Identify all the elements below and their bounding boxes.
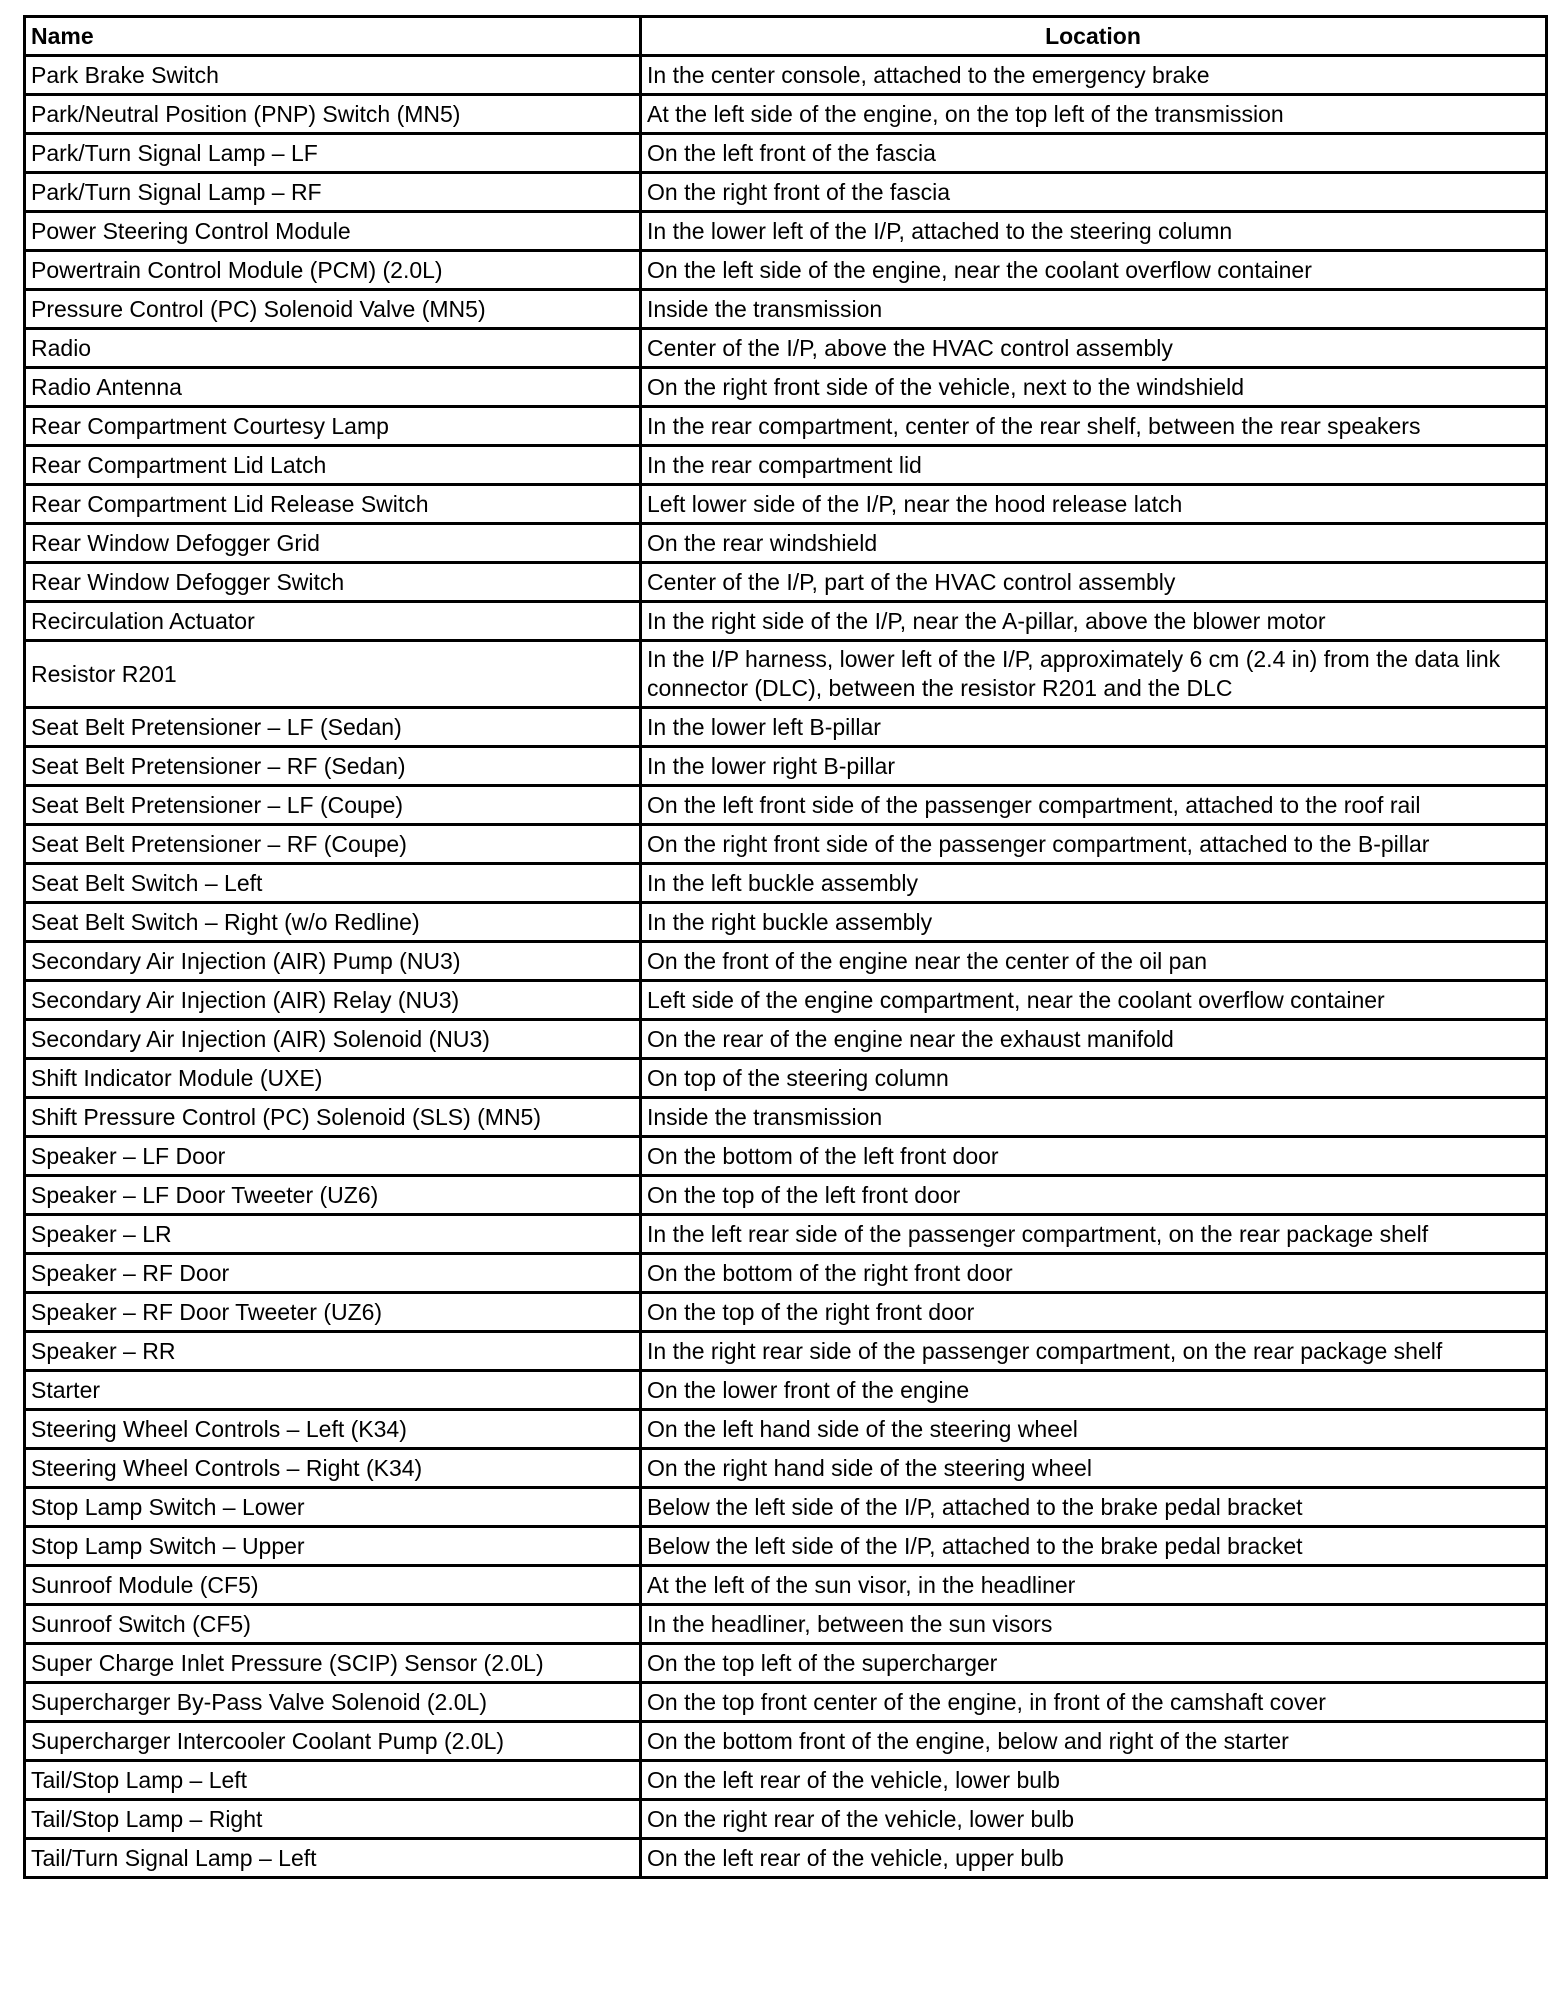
table-row: [25, 1566, 1547, 1605]
table-row: [25, 708, 1547, 747]
cell-component-location: Inside the transmission: [641, 1098, 1547, 1137]
table-row: [25, 981, 1547, 1020]
cell-component-location: In the lower right B-pillar: [641, 747, 1547, 786]
cell-component-name: Steering Wheel Controls – Right (K34): [25, 1449, 641, 1488]
cell-component-name: Radio Antenna: [25, 368, 641, 407]
component-location-table-wrapper: [23, 15, 1545, 1879]
cell-component-name: Park/Turn Signal Lamp – RF: [25, 173, 641, 212]
cell-component-location: On the top of the left front door: [641, 1176, 1547, 1215]
table-row: [25, 485, 1547, 524]
cell-component-location: On the right front of the fascia: [641, 173, 1547, 212]
table-row: [25, 212, 1547, 251]
cell-component-name: Secondary Air Injection (AIR) Solenoid (NU3): [25, 1020, 641, 1059]
table-row: [25, 1488, 1547, 1527]
cell-component-name: Stop Lamp Switch – Upper: [25, 1527, 641, 1566]
cell-component-name: Stop Lamp Switch – Lower: [25, 1488, 641, 1527]
table-row: [25, 1215, 1547, 1254]
cell-component-location: On the top of the right front door: [641, 1293, 1547, 1332]
table-row: [25, 1722, 1547, 1761]
cell-component-name: Rear Compartment Courtesy Lamp: [25, 407, 641, 446]
table-row: [25, 95, 1547, 134]
column-header-location: Location: [641, 17, 1547, 56]
cell-component-location: On the right hand side of the steering wheel: [641, 1449, 1547, 1488]
table-row: [25, 864, 1547, 903]
cell-component-location: On the rear of the engine near the exhaust manifold: [641, 1020, 1547, 1059]
cell-component-name: Radio: [25, 329, 641, 368]
table-row: [25, 563, 1547, 602]
table-row: [25, 1293, 1547, 1332]
cell-component-name: Starter: [25, 1371, 641, 1410]
cell-component-name: Power Steering Control Module: [25, 212, 641, 251]
cell-component-name: Rear Window Defogger Switch: [25, 563, 641, 602]
cell-component-location: In the right buckle assembly: [641, 903, 1547, 942]
table-header-row: [25, 17, 1547, 56]
table-row: [25, 747, 1547, 786]
table-row: [25, 446, 1547, 485]
cell-component-name: Park/Turn Signal Lamp – LF: [25, 134, 641, 173]
cell-component-location: On the bottom front of the engine, below and right of the starter: [641, 1722, 1547, 1761]
cell-component-name: Pressure Control (PC) Solenoid Valve (MN5): [25, 290, 641, 329]
cell-component-location: In the rear compartment, center of the rear shelf, between the rear speakers: [641, 407, 1547, 446]
cell-component-location: In the lower left of the I/P, attached to the steering column: [641, 212, 1547, 251]
table-row: [25, 903, 1547, 942]
cell-component-location: In the right side of the I/P, near the A-pillar, above the blower motor: [641, 602, 1547, 641]
cell-component-location: On the top front center of the engine, in front of the camshaft cover: [641, 1683, 1547, 1722]
cell-component-name: Secondary Air Injection (AIR) Pump (NU3): [25, 942, 641, 981]
cell-component-location: On the rear windshield: [641, 524, 1547, 563]
table-row: [25, 1761, 1547, 1800]
cell-component-location: Left side of the engine compartment, near the coolant overflow container: [641, 981, 1547, 1020]
cell-component-name: Seat Belt Pretensioner – RF (Sedan): [25, 747, 641, 786]
table-row: [25, 1098, 1547, 1137]
cell-component-location: On the lower front of the engine: [641, 1371, 1547, 1410]
table-row: [25, 1137, 1547, 1176]
cell-component-location: At the left side of the engine, on the top left of the transmission: [641, 95, 1547, 134]
cell-component-location: Below the left side of the I/P, attached to the brake pedal bracket: [641, 1488, 1547, 1527]
cell-component-location: In the rear compartment lid: [641, 446, 1547, 485]
table-row: [25, 1800, 1547, 1839]
table-row: [25, 1176, 1547, 1215]
table-row: [25, 786, 1547, 825]
table-row: [25, 1020, 1547, 1059]
cell-component-name: Seat Belt Pretensioner – LF (Sedan): [25, 708, 641, 747]
cell-component-name: Rear Compartment Lid Release Switch: [25, 485, 641, 524]
table-row: [25, 1449, 1547, 1488]
cell-component-name: Supercharger Intercooler Coolant Pump (2.0L): [25, 1722, 641, 1761]
cell-component-name: Recirculation Actuator: [25, 602, 641, 641]
cell-component-location: In the headliner, between the sun visors: [641, 1605, 1547, 1644]
cell-component-location: In the center console, attached to the emergency brake: [641, 56, 1547, 95]
cell-component-name: Powertrain Control Module (PCM) (2.0L): [25, 251, 641, 290]
cell-component-name: Tail/Stop Lamp – Left: [25, 1761, 641, 1800]
cell-component-location: On the left rear of the vehicle, lower bulb: [641, 1761, 1547, 1800]
table-row: [25, 56, 1547, 95]
table-row: [25, 1527, 1547, 1566]
component-location-table: [23, 15, 1548, 1879]
cell-component-name: Speaker – LF Door: [25, 1137, 641, 1176]
cell-component-location: On the bottom of the right front door: [641, 1254, 1547, 1293]
cell-component-name: Speaker – LR: [25, 1215, 641, 1254]
cell-component-location: On the bottom of the left front door: [641, 1137, 1547, 1176]
cell-component-name: Speaker – RR: [25, 1332, 641, 1371]
table-row: [25, 1254, 1547, 1293]
table-row: [25, 942, 1547, 981]
cell-component-name: Seat Belt Switch – Left: [25, 864, 641, 903]
cell-component-location: On the left hand side of the steering wheel: [641, 1410, 1547, 1449]
cell-component-name: Seat Belt Pretensioner – RF (Coupe): [25, 825, 641, 864]
cell-component-location: On the left rear of the vehicle, upper bulb: [641, 1839, 1547, 1878]
cell-component-location: Below the left side of the I/P, attached to the brake pedal bracket: [641, 1527, 1547, 1566]
table-row: [25, 134, 1547, 173]
table-row: [25, 602, 1547, 641]
cell-component-name: Steering Wheel Controls – Left (K34): [25, 1410, 641, 1449]
cell-component-name: Tail/Turn Signal Lamp – Left: [25, 1839, 641, 1878]
cell-component-location: On the right front side of the passenger compartment, attached to the B-pillar: [641, 825, 1547, 864]
cell-component-location: Left lower side of the I/P, near the hood release latch: [641, 485, 1547, 524]
cell-component-name: Rear Window Defogger Grid: [25, 524, 641, 563]
table-body: [25, 56, 1547, 1878]
table-row: [25, 1410, 1547, 1449]
cell-component-name: Secondary Air Injection (AIR) Relay (NU3): [25, 981, 641, 1020]
cell-component-location: In the lower left B-pillar: [641, 708, 1547, 747]
table-row: [25, 825, 1547, 864]
cell-component-location: Center of the I/P, part of the HVAC control assembly: [641, 563, 1547, 602]
table-row: [25, 290, 1547, 329]
cell-component-location: On the left front of the fascia: [641, 134, 1547, 173]
table-row: [25, 1644, 1547, 1683]
cell-component-name: Seat Belt Switch – Right (w/o Redline): [25, 903, 641, 942]
cell-component-name: Speaker – LF Door Tweeter (UZ6): [25, 1176, 641, 1215]
cell-component-name: Tail/Stop Lamp – Right: [25, 1800, 641, 1839]
cell-component-name: Shift Indicator Module (UXE): [25, 1059, 641, 1098]
table-row: [25, 329, 1547, 368]
table-row: [25, 641, 1547, 708]
cell-component-name: Park/Neutral Position (PNP) Switch (MN5): [25, 95, 641, 134]
cell-component-name: Resistor R201: [25, 641, 641, 708]
cell-component-name: Speaker – RF Door: [25, 1254, 641, 1293]
cell-component-location: In the left buckle assembly: [641, 864, 1547, 903]
cell-component-name: Rear Compartment Lid Latch: [25, 446, 641, 485]
cell-component-location: On the right front side of the vehicle, next to the windshield: [641, 368, 1547, 407]
cell-component-location: In the left rear side of the passenger compartment, on the rear package shelf: [641, 1215, 1547, 1254]
cell-component-location: On the left front side of the passenger compartment, attached to the roof rail: [641, 786, 1547, 825]
table-row: [25, 1332, 1547, 1371]
cell-component-name: Sunroof Module (CF5): [25, 1566, 641, 1605]
cell-component-location: In the I/P harness, lower left of the I/P, approximately 6 cm (2.4 in) from the data link connector (DLC), between the resistor R201 and the DLC: [641, 641, 1547, 708]
cell-component-location: On the front of the engine near the center of the oil pan: [641, 942, 1547, 981]
cell-component-location: At the left of the sun visor, in the headliner: [641, 1566, 1547, 1605]
table-row: [25, 1605, 1547, 1644]
cell-component-name: Seat Belt Pretensioner – LF (Coupe): [25, 786, 641, 825]
table-row: [25, 251, 1547, 290]
table-row: [25, 1683, 1547, 1722]
table-row: [25, 1839, 1547, 1878]
cell-component-location: On top of the steering column: [641, 1059, 1547, 1098]
table-row: [25, 368, 1547, 407]
table-row: [25, 173, 1547, 212]
cell-component-name: Park Brake Switch: [25, 56, 641, 95]
cell-component-location: On the right rear of the vehicle, lower bulb: [641, 1800, 1547, 1839]
cell-component-name: Shift Pressure Control (PC) Solenoid (SLS) (MN5): [25, 1098, 641, 1137]
table-row: [25, 524, 1547, 563]
cell-component-location: On the top left of the supercharger: [641, 1644, 1547, 1683]
cell-component-name: Super Charge Inlet Pressure (SCIP) Sensor (2.0L): [25, 1644, 641, 1683]
column-header-name: Name: [25, 17, 641, 56]
cell-component-name: Sunroof Switch (CF5): [25, 1605, 641, 1644]
table-row: [25, 407, 1547, 446]
cell-component-location: Inside the transmission: [641, 290, 1547, 329]
cell-component-location: In the right rear side of the passenger compartment, on the rear package shelf: [641, 1332, 1547, 1371]
cell-component-name: Supercharger By-Pass Valve Solenoid (2.0L): [25, 1683, 641, 1722]
table-row: [25, 1059, 1547, 1098]
cell-component-name: Speaker – RF Door Tweeter (UZ6): [25, 1293, 641, 1332]
table-row: [25, 1371, 1547, 1410]
cell-component-location: On the left side of the engine, near the coolant overflow container: [641, 251, 1547, 290]
cell-component-location: Center of the I/P, above the HVAC control assembly: [641, 329, 1547, 368]
